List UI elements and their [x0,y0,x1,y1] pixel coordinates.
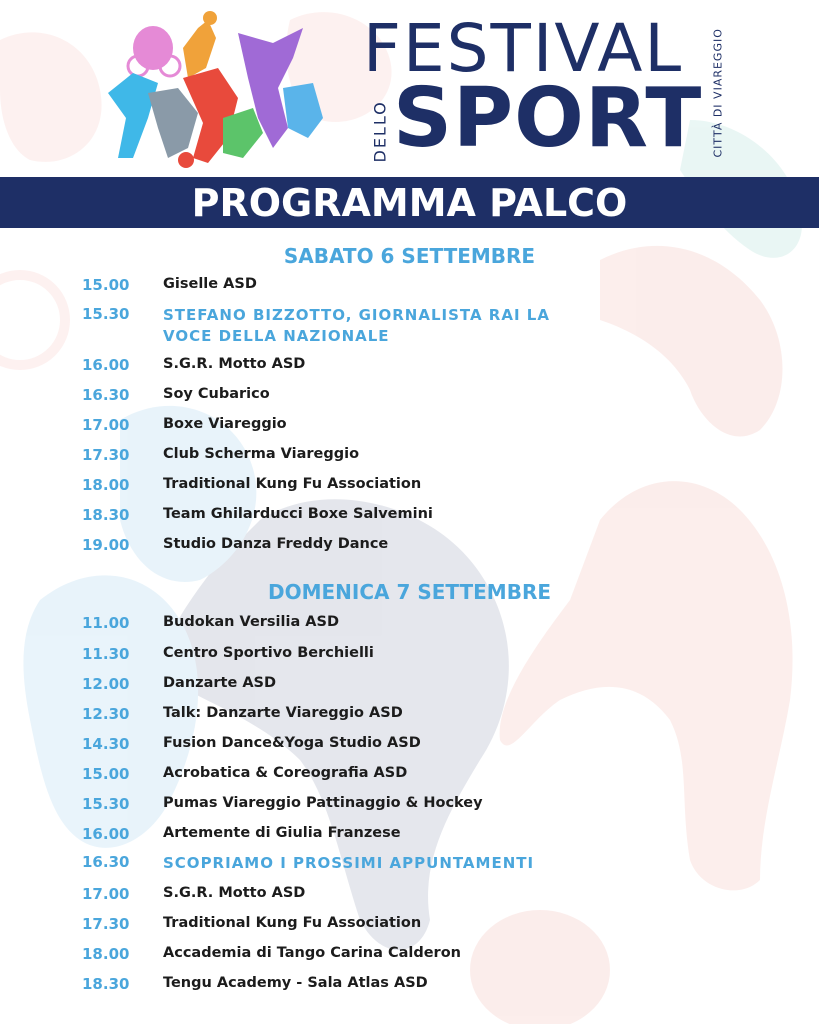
festival-logo [355,10,727,166]
event-name: Acrobatica & Coreografia ASD [163,765,408,781]
event-name: Boxe Viareggio [163,416,287,432]
event-time: 17.30 [82,446,130,464]
event-name: Soy Cubarico [163,386,270,402]
event-name: Team Ghilarducci Boxe Salvemini [163,506,433,522]
event-time: 16.00 [82,825,130,843]
logo-citta-word: CITTÀ DI VIAREGGIO [711,28,725,158]
event-name: Centro Sportivo Berchielli [163,645,374,661]
event-time: 15.00 [82,765,130,783]
event-name: Traditional Kung Fu Association [163,915,422,931]
gymnast-silhouette-top [600,246,783,437]
bike-wheel-silhouette [0,275,65,365]
event-time: 19.00 [82,536,130,554]
event-time: 17.00 [82,416,130,434]
skier-figure-gray [148,88,198,158]
event-name-highlight: SCOPRIAMO I PROSSIMI APPUNTAMENTI [163,854,535,872]
event-time: 16.30 [82,853,130,871]
event-name: Talk: Danzarte Viareggio ASD [163,705,403,721]
day-title-domenica: DOMENICA 7 SETTEMBRE [267,580,552,604]
event-time: 17.00 [82,885,130,903]
event-time: 16.00 [82,356,130,374]
event-time: 18.30 [82,975,130,993]
event-time: 11.30 [82,645,130,663]
event-time: 14.30 [82,735,130,753]
logo-sport-word: SPORT [393,71,703,166]
figure-silhouette-topleft [0,32,102,162]
event-name-highlight: STEFANO BIZZOTTO, GIORNALISTA RAI LA VOCE DELLA NAZIONALE [163,306,550,345]
event-name: Pumas Viareggio Pattinaggio & Hockey [163,795,483,811]
ball-silhouette [470,910,610,1024]
event-time: 12.30 [82,705,130,723]
event-name: Tengu Academy - Sala Atlas ASD [163,975,428,991]
event-name: Studio Danza Freddy Dance [163,536,389,552]
event-name: Artemente di Giulia Franzese [163,825,401,841]
event-name: Fusion Dance&Yoga Studio ASD [163,735,421,751]
event-time: 12.00 [82,675,130,693]
runner-silhouette-right [500,481,793,890]
event-time: 18.00 [82,476,130,494]
event-name: Giselle ASD [163,276,257,292]
event-name: Accademia di Tango Carina Calderon [163,945,461,961]
runner-figure-blue [108,73,158,158]
sports-figures-logo [88,8,328,173]
event-time: 15.30 [82,795,130,813]
basketball-figure [183,20,216,78]
event-time: 11.00 [82,614,130,632]
event-name: Traditional Kung Fu Association [163,476,422,492]
event-name: Budokan Versilia ASD [163,614,340,630]
event-time: 17.30 [82,915,130,933]
pitcher-figure-cyan [283,83,323,138]
event-name: Danzarte ASD [163,675,277,691]
logo-dello-word: DELLO [370,100,390,163]
event-time: 15.30 [82,305,130,323]
event-time: 18.00 [82,945,130,963]
event-time: 18.30 [82,506,130,524]
event-name: Club Scherma Viareggio [163,446,360,462]
event-time: 16.30 [82,386,130,404]
programma-banner [0,177,819,228]
day-title-sabato: SABATO 6 SETTEMBRE [283,244,536,268]
event-time: 15.00 [82,276,130,294]
event-name: S.G.R. Motto ASD [163,885,306,901]
logo-festival-word: FESTIVAL [363,10,684,87]
event-name: S.G.R. Motto ASD [163,356,306,372]
banner-title: PROGRAMMA PALCO [191,180,628,225]
cyclist-figure [133,26,173,70]
